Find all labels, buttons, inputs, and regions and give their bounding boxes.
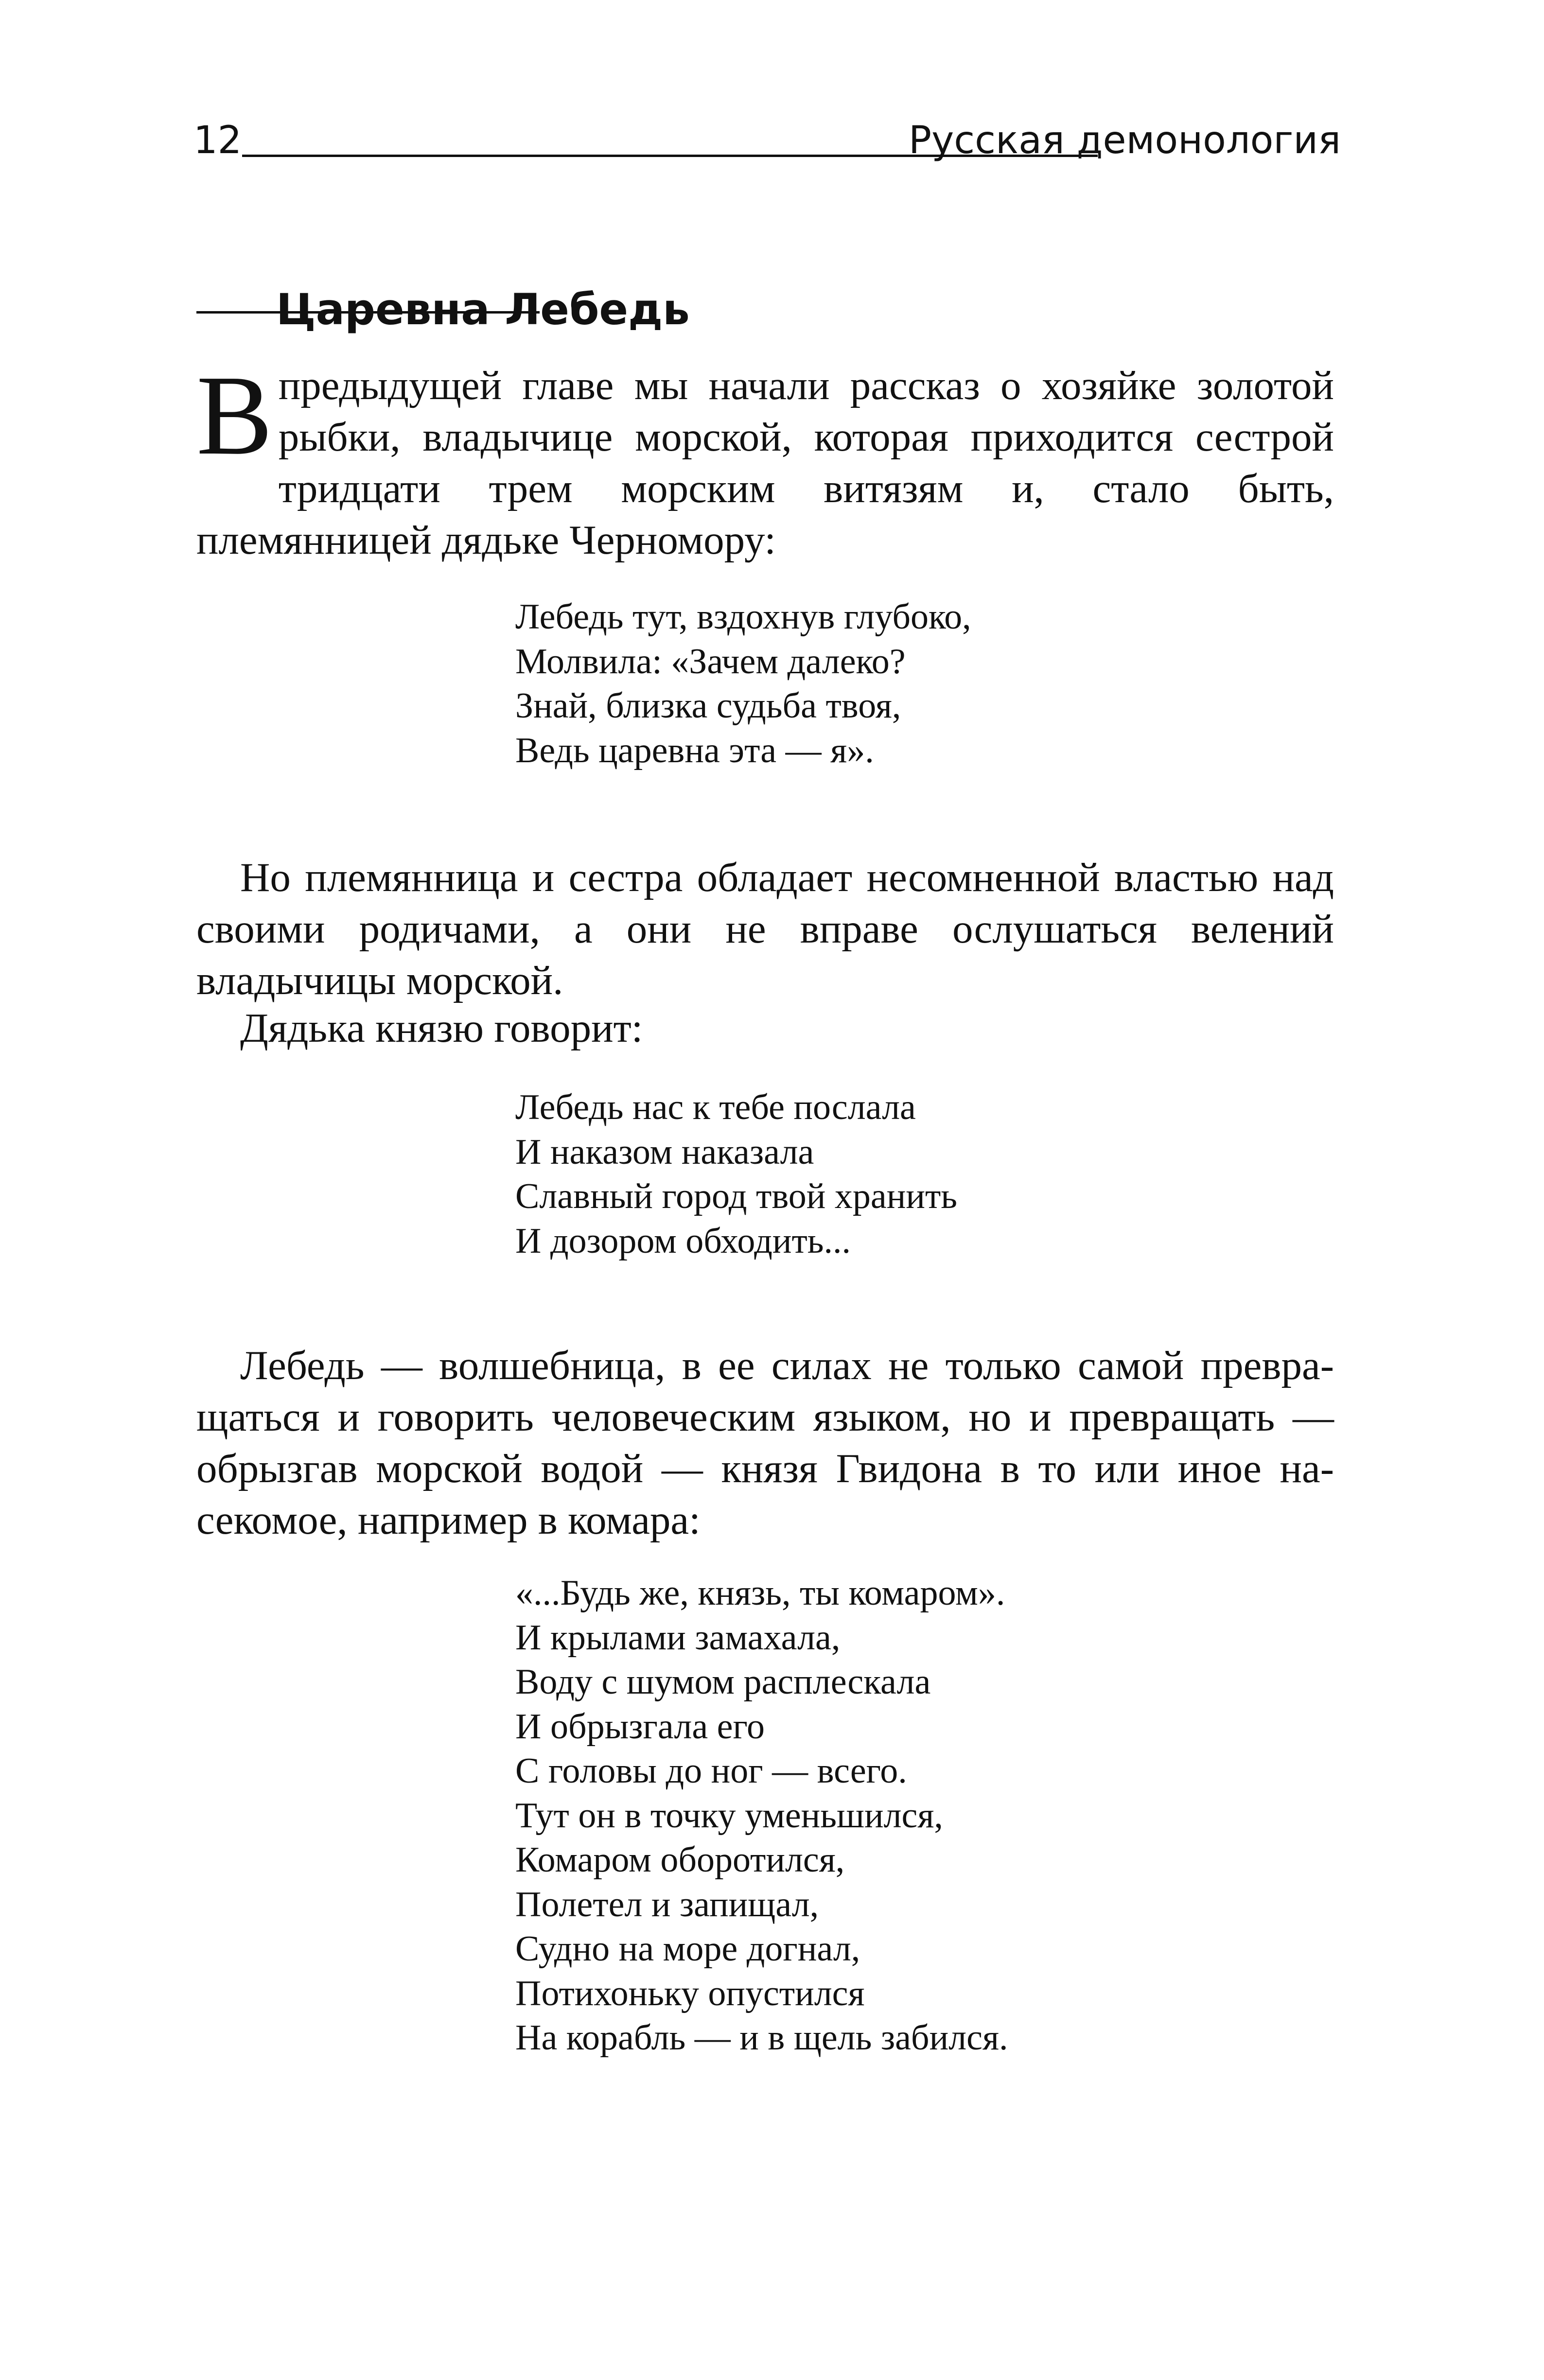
poem-line: И дозором обходить...	[515, 1221, 851, 1261]
poem-line: И наказом наказала	[515, 1132, 814, 1172]
page-number: 12	[193, 119, 242, 162]
poem-quote-3	[515, 1571, 1008, 2061]
poem-line: И обрызгала его	[515, 1706, 765, 1747]
poem-line: Ведь царевна эта — я».	[515, 730, 874, 770]
paragraph-sorceress: Лебедь — волшебница, в ее силах не только самой превра-щаться и говорить человеческим языком, но и превращать — обрызгав морской водой — князя Гвидона в то или иное на-секомое, например в комара:	[196, 1343, 1334, 1543]
poem-line: Полетел и запищал,	[515, 1884, 819, 1925]
poem-line: Комаром оборотился,	[515, 1840, 845, 1880]
section-title: Царевна Лебедь	[276, 284, 690, 335]
poem-quote-1	[515, 595, 971, 773]
poem-line: Судно на море догнал,	[515, 1929, 860, 1969]
poem-line: Славный город твой хранить	[515, 1176, 958, 1216]
paragraph-niece: Но племянница и сестра обладает несомненной властью над своими родичами, а они не вправе ослушаться велений владычицы морской.	[196, 855, 1334, 1003]
poem-line: С головы до ног — всего.	[515, 1751, 907, 1791]
poem-line: На корабль — и в щель забился.	[515, 2018, 1008, 2058]
poem-line: Лебедь нас к тебе послала	[515, 1087, 916, 1127]
poem-line: Воду с шумом расплескала	[515, 1662, 931, 1702]
drop-cap: В	[196, 352, 273, 478]
poem-line: Знай, близка судьба твоя,	[515, 686, 901, 726]
paragraph-uncle-says: Дядька князю говорит:	[240, 1005, 643, 1051]
poem-line: «...Будь же, князь, ты комаром».	[515, 1573, 1005, 1613]
poem-quote-2	[515, 1085, 957, 1263]
section-title-rule	[196, 311, 540, 314]
paragraph-intro-text: предыдущей главе мы начали рассказ о хозяйке золотой рыбки, владычице морской, которая приходится сестрой тридцати трем морским витязям и, стало быть, племянницей дядьке Черномору:	[196, 363, 1334, 563]
poem-line: Лебедь тут, вздохнув глубоко,	[515, 597, 971, 637]
poem-line: И крылами замахала,	[515, 1617, 841, 1658]
poem-line: Тут он в точку уменьшился,	[515, 1795, 943, 1836]
poem-line: Молвила: «Зачем далеко?	[515, 641, 906, 682]
running-title: Русская демонология	[909, 119, 1341, 162]
poem-line: Потихоньку опустился	[515, 1973, 865, 2013]
running-header	[193, 113, 1341, 171]
paragraph-intro	[196, 352, 1334, 566]
